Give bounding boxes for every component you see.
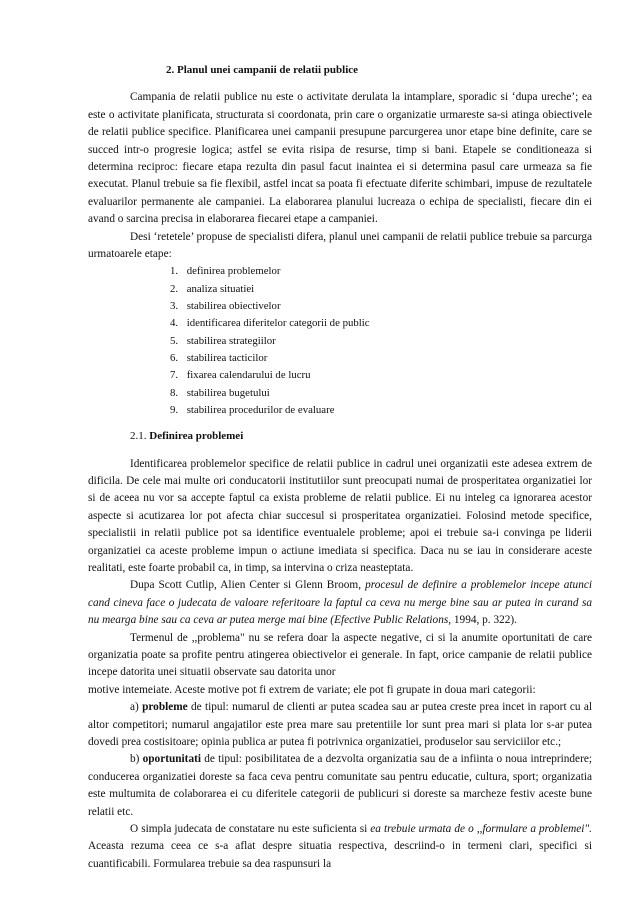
paragraph-item-a xyxy=(88,699,592,751)
item-b-bold: oportunitati xyxy=(142,753,201,766)
quote-citation: 1994, p. 322). xyxy=(451,614,517,627)
list-item-number: 2. xyxy=(170,282,179,295)
section-title: 2. Planul unei campanii de relatii publice xyxy=(166,64,359,76)
list-item-label: identificarea diferitelor categorii de public xyxy=(186,317,370,330)
list-item xyxy=(88,385,592,402)
paragraph-term-problem: Termenul de ,,problema" nu se refera doar la aspecte negative, ci si la anumite oportunitati de care organizatia poate sa profite pentru atingerea obiectivelor ei generale. In fapt, orice campanie de relatii publice incepe datorita unei situatii observate sau datorita unor xyxy=(88,631,592,679)
list-item-label: stabilirea procedurilor de evaluare xyxy=(186,403,335,416)
paragraph-item-b xyxy=(88,751,592,821)
list-item-number: 5. xyxy=(170,334,179,347)
judgement-intro: O simpla judecata de constatare nu este suficienta si xyxy=(130,823,371,836)
subsection-heading xyxy=(88,428,592,445)
item-b-text: de tipul: posibilitatea de a dezvolta organizatia sau de a infiinta o noua intreprindere; conducerea organizatiei doreste sa faca ceva pentru comunitate sau pentru educatie, cultura, sport; organizatia este multumita de colaborarea ei cu diferitele categorii de publicuri si doreste sa marcheze festiv aceste bune relatii etc. xyxy=(88,753,592,818)
list-item-number: 4. xyxy=(170,317,179,330)
item-a-prefix: a) xyxy=(130,701,143,714)
item-b-prefix: b) xyxy=(130,753,143,766)
list-item xyxy=(88,263,592,280)
steps-list xyxy=(88,263,592,419)
quote-intro: Dupa Scott Cutlip, Alien Center si Glenn Broom, xyxy=(130,579,366,592)
list-item-label: stabilirea strategiilor xyxy=(186,334,276,347)
paragraph-judgement xyxy=(88,821,592,873)
list-item-label: stabilirea bugetului xyxy=(186,386,270,399)
paragraph-motives: motive intemeiate. Aceste motive pot fi extrem de variate; ele pot fi grupate in doua mari categorii: xyxy=(88,683,536,696)
subsection-number: 2.1. xyxy=(130,430,147,443)
list-item-number: 8. xyxy=(170,386,179,399)
list-item-number: 9. xyxy=(170,403,179,416)
list-item xyxy=(88,350,592,367)
document-page xyxy=(88,62,592,873)
list-item xyxy=(88,367,592,384)
list-item-label: stabilirea tacticilor xyxy=(186,351,268,364)
paragraph-definition-quote xyxy=(88,577,592,629)
item-a-text: de tipul: numarul de clienti ar putea scadea sau ar putea creste prea incet in raport cu al altor competitori; numarul angajatilor este prea mare sau pretentiile lor sunt prea mari si plata lor s-ar putea dovedi prea costisitoare; opinia publica ar putea fi potrivnica organizatiei, produselor sau serviciilor etc.; xyxy=(88,701,592,749)
list-item-label: definirea problemelor xyxy=(186,265,281,278)
item-a-bold: probleme xyxy=(142,701,188,714)
list-item-number: 7. xyxy=(170,369,179,382)
list-item-number: 1. xyxy=(170,265,179,278)
list-item xyxy=(88,315,592,332)
list-item xyxy=(88,298,592,315)
list-item xyxy=(88,402,592,419)
paragraph-intro: Campania de relatii publice nu este o activitate derulata la intamplare, sporadic si ‘dupa ureche’; ea este o activitate planificata, structurata si coordonata, prin care o organizatie urmareste sa-si atinga obiectivele de relatii publice specifice. Planificarea unei campanii presupune parcurgerea unor etape bine definite, care se succed intr-o progresie logica; astfel se evita risipa de resurse, timp si bani. Etapele se conditioneaza si determina reciproc: fiecare etapa rezulta din pasul facut inaintea ei si determina pasul care urmeaza sa fie executat. Planul trebuie sa fie flexibil, astfel incat sa poata fi efectuate diferite schimbari, impuse de rezultatele evaluarilor permanente ale campaniei. La elaborarea planului lucreaza o echipa de specialisti, fiecare din ei avand o sarcina precisa in elaborarea fiecarei etape a campaniei. xyxy=(88,91,592,226)
list-item xyxy=(88,333,592,350)
paragraph-recipes: Desi ‘retetele’ propuse de specialisti difera, planul unei campanii de relatii publice trebuie sa parcurga urmatoarele etape: xyxy=(88,230,592,261)
quote-text: procesul de definire a problemelor incepe atunci cand cineva face o judecata de valoare referitoare la faptul ca ceva nu merge bine sau ar putea in curand sa nu mearga bine sau ca ceva ar putea merge mai bine (Efective Public Relations, xyxy=(88,579,592,627)
list-item xyxy=(88,281,592,298)
paragraph-identification: Identificarea problemelor specifice de relatii publice in cadrul unei organizatii este adesea extrem de dificila. De cele mai multe ori conducatorii institutiilor sunt preocupati numai de prosperitatea organizatiei lor si de aceea nu vor sa accepte faptul ca exista probleme de relatii publice. Ei nu inteleg ca ignorarea acestor aspecte si acutizarea lor pot afecta chiar succesul si prosperitatea organizatiei. Folosind metode specifice, specialistii in relatii publice pot sa identifice eventualele probleme; apoi ei trebuie sa-i convinga pe liderii organizatiei ca aceste probleme impun o actiune imediata si specifica. Daca nu se iau in considerare aceste realitati, este foarte probabil ca, in timp, sa intervina o criza neasteptata. xyxy=(88,457,592,574)
judgement-tail: Aceasta rezuma ceea ce s-a aflat despre situatia respectiva, descriind-o in termeni clari, specifici si cuantificabili. Formularea trebuie sa dea raspunsuri la xyxy=(88,840,592,870)
list-item-label: stabilirea obiectivelor xyxy=(186,300,281,313)
list-item-number: 3. xyxy=(170,300,179,313)
subsection-title: Definirea problemei xyxy=(149,430,244,443)
list-item-label: analiza situatiei xyxy=(186,282,255,295)
list-item-number: 6. xyxy=(170,351,179,364)
list-item-label: fixarea calendarului de lucru xyxy=(186,369,311,382)
judgement-italic: ea trebuie urmata de o ,,formulare a problemei". xyxy=(370,823,592,836)
